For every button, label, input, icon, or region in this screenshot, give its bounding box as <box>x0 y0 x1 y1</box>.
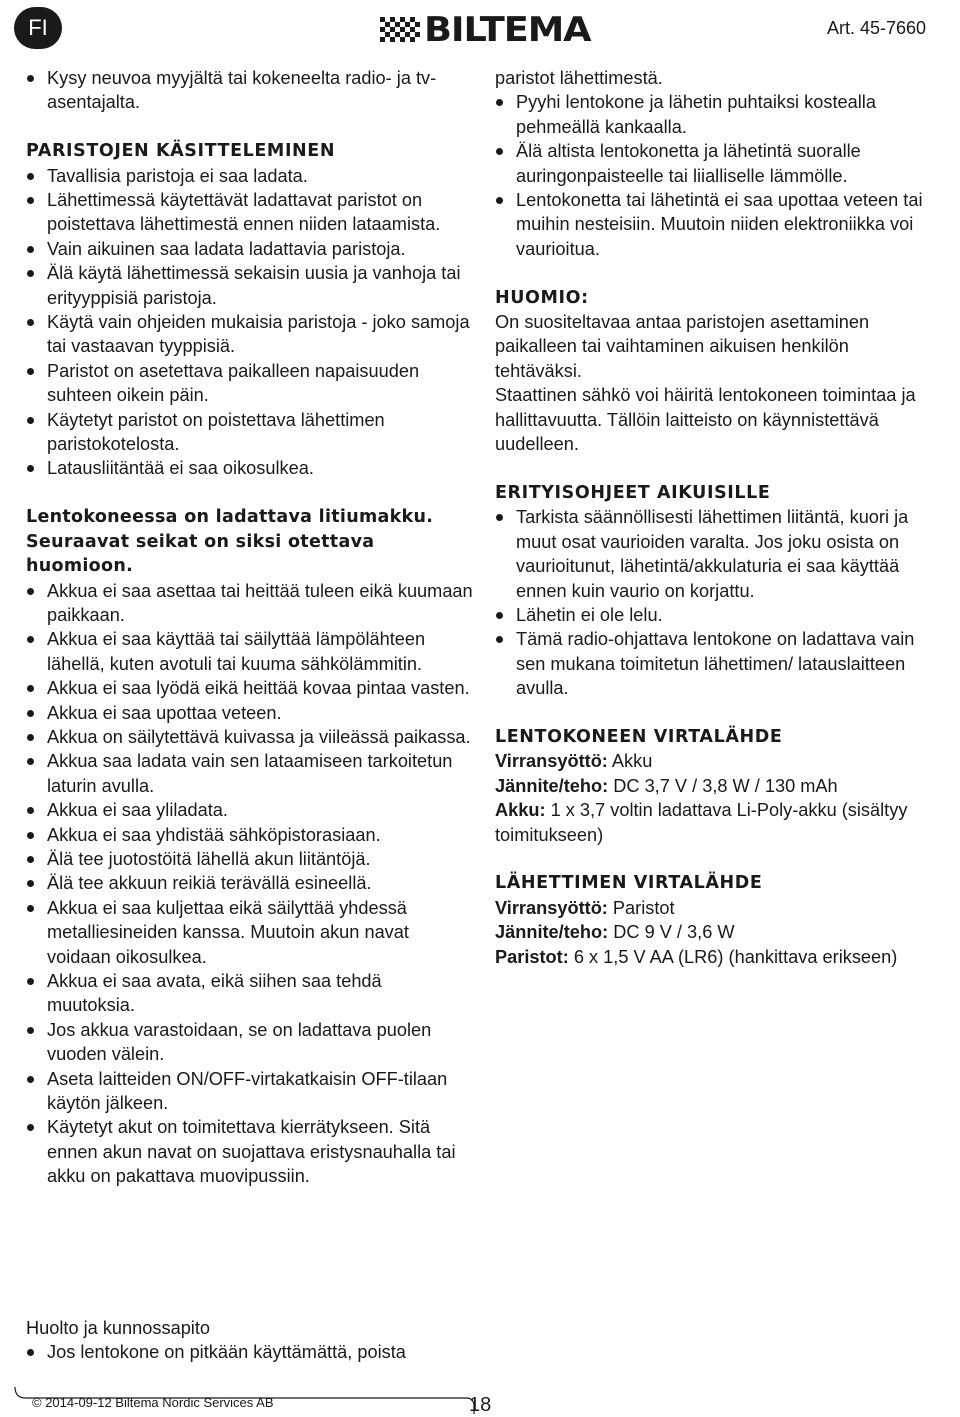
list-item: Jos lentokone on pitkään käyttämättä, poista <box>26 1340 486 1364</box>
section-heading-plane-power: LENTOKONEEN VIRTALÄHDE <box>495 726 783 747</box>
list-item: Akkua ei saa yliladata. <box>26 798 474 822</box>
list-item: Akkua ei saa upottaa veteen. <box>26 701 474 725</box>
section-heading-adults: ERITYISOHJEET AIKUISILLE <box>495 482 771 503</box>
page-number: 18 <box>469 1394 492 1416</box>
list-item: Lähettimessä käytettävät ladattavat paristot on poistettava lähettimestä ennen niiden lataamista. <box>26 188 474 237</box>
list-item: Käytetyt paristot on poistettava lähettimen paristokotelosta. <box>26 408 474 457</box>
spec-row <box>495 749 935 773</box>
list-item: Vain aikuinen saa ladata ladattavia paristoja. <box>26 237 474 261</box>
list-item: Akkua ei saa kuljettaa eikä säilyttää yhdessä metalliesineiden kanssa. Muutoin akun navat voidaan oikosulkea. <box>26 896 474 969</box>
brand-logo <box>380 10 591 50</box>
list-item: Aseta laitteiden ON/OFF-virtakatkaisin OFF-tilaan käytön jälkeen. <box>26 1067 474 1116</box>
list-item: Kysy neuvoa myyjältä tai kokeneelta radio- ja tv-asentajalta. <box>26 66 474 115</box>
maintenance-list <box>26 1340 486 1364</box>
spec-row <box>495 945 935 969</box>
list-item: Tarkista säännöllisesti lähettimen liitäntä, kuori ja muut osat vaurioiden varalta. Jos joku osista on vaurioitunut, lähetintä/akkulaturia ei saa käyttää ennen kuin vaurio on korjattu. <box>495 505 935 603</box>
list-item: Paristot on asetettava paikalleen napaisuuden suhteen oikein päin. <box>26 359 474 408</box>
list-item: Akkua ei saa käyttää tai säilyttää lämpölähteen lähellä, kuten avotuli tai kuuma sähkölämmitin. <box>26 627 474 676</box>
spec-label: Virransyöttö: <box>495 751 608 772</box>
spec-value: Akku <box>611 751 653 772</box>
list-item: Älä tee akkuun reikiä terävällä esineellä. <box>26 871 474 895</box>
list-item: Tavallisia paristoja ei saa ladata. <box>26 164 474 188</box>
list-item: Pyyhi lentokone ja lähetin puhtaiksi kostealla pehmeällä kankaalla. <box>495 90 935 139</box>
list-item: Älä tee juotostöitä lähellä akun liitäntöjä. <box>26 847 474 871</box>
spec-row <box>495 774 935 798</box>
spec-label: Jännite/teho: <box>495 922 609 943</box>
note-paragraph: On suositeltavaa antaa paristojen asettaminen paikalleen tai vaihtaminen aikuisen henkilön tehtäväksi. <box>495 312 870 381</box>
list-item: Akkua ei saa avata, eikä siihen saa tehdä muutoksia. <box>26 969 474 1018</box>
list-item: Akkua on säilytettävä kuivassa ja viileässä paikassa. <box>26 725 474 749</box>
list-item: Älä altista lentokonetta ja lähetintä suoralle auringonpaisteelle tai liialliselle lämmölle. <box>495 139 935 188</box>
brand-name: BILTEMA <box>424 10 591 50</box>
list-item: Akkua ei saa yhdistää sähköpistorasiaan. <box>26 823 474 847</box>
spec-row <box>495 896 935 920</box>
list-item: Lentokonetta tai lähetintä ei saa upottaa veteen tai muihin nesteisiin. Muutoin niiden elektroniikka voi vaurioitua. <box>495 188 935 261</box>
note-paragraph: Staattinen sähkö voi häiritä lentokoneen toimintaa ja hallittavuutta. Tällöin laitteisto on käynnistettävä uudelleen. <box>495 385 916 455</box>
continued-text: paristot lähettimestä. <box>495 68 663 88</box>
checkered-flag-icon <box>380 17 420 43</box>
section-heading-note: HUOMIO: <box>495 287 589 308</box>
section-heading-transmitter-power: LÄHETTIMEN VIRTALÄHDE <box>495 873 763 894</box>
spec-value: DC 9 V / 3,6 W <box>613 922 735 943</box>
list-item: Käytetyt akut on toimitettava kierrätykseen. Sitä ennen akun navat on suojattava eristysnauhalla tai akku on pakattava muovipussiin. <box>26 1115 474 1188</box>
spec-row <box>495 798 935 847</box>
list-item: Lähetin ei ole lelu. <box>495 603 935 627</box>
article-number: Art. 45-7660 <box>826 18 926 38</box>
list-item: Akkua ei saa lyödä eikä heittää kovaa pintaa vasten. <box>26 676 474 700</box>
spec-label: Jännite/teho: <box>495 775 609 796</box>
section-heading-lithium-battery: Lentokoneessa on ladattava litiumakku. Seuraavat seikat on siksi otettava huomioon. <box>26 507 434 577</box>
right-column <box>495 66 935 969</box>
spec-value: 1 x 3,7 voltin ladattava Li-Poly-akku (sisältyy toimitukseen) <box>495 800 908 845</box>
list-item: Käytä vain ohjeiden mukaisia paristoja - joko samoja tai vastaavan tyyppisiä. <box>26 310 474 359</box>
language-badge: FI <box>14 7 62 49</box>
spec-label: Paristot: <box>495 946 569 967</box>
spec-row <box>495 920 935 944</box>
list-item: Älä käytä lähettimessä sekaisin uusia ja vanhoja tai erityyppisiä paristoja. <box>26 261 474 310</box>
spec-label: Akku: <box>495 800 546 821</box>
left-column <box>26 66 474 1189</box>
maintenance-title: Huolto ja kunnossapito <box>26 1318 211 1338</box>
list-item: Jos akkua varastoidaan, se on ladattava puolen vuoden välein. <box>26 1018 474 1067</box>
copyright-text: © 2014-09-12 Biltema Nordic Services AB <box>32 1395 274 1410</box>
spec-value: Paristot <box>612 897 675 918</box>
spec-value: 6 x 1,5 V AA (LR6) (hankittava erikseen) <box>573 946 898 967</box>
list-item: Akkua saa ladata vain sen lataamiseen tarkoitetun laturin avulla. <box>26 749 474 798</box>
list-item: Akkua ei saa asettaa tai heittää tuleen eikä kuumaan paikkaan. <box>26 579 474 628</box>
spec-label: Virransyöttö: <box>495 897 608 918</box>
section-heading-batteries: PARISTOJEN KÄSITTELEMINEN <box>26 141 336 162</box>
list-item: Latausliitäntää ei saa oikosulkea. <box>26 456 474 480</box>
page-header <box>0 0 960 62</box>
spec-value: DC 3,7 V / 3,8 W / 130 mAh <box>613 775 838 796</box>
list-item: Tämä radio-ohjattava lentokone on ladattava vain sen mukana toimitetun lähettimen/ latauslaitteen avulla. <box>495 627 935 700</box>
